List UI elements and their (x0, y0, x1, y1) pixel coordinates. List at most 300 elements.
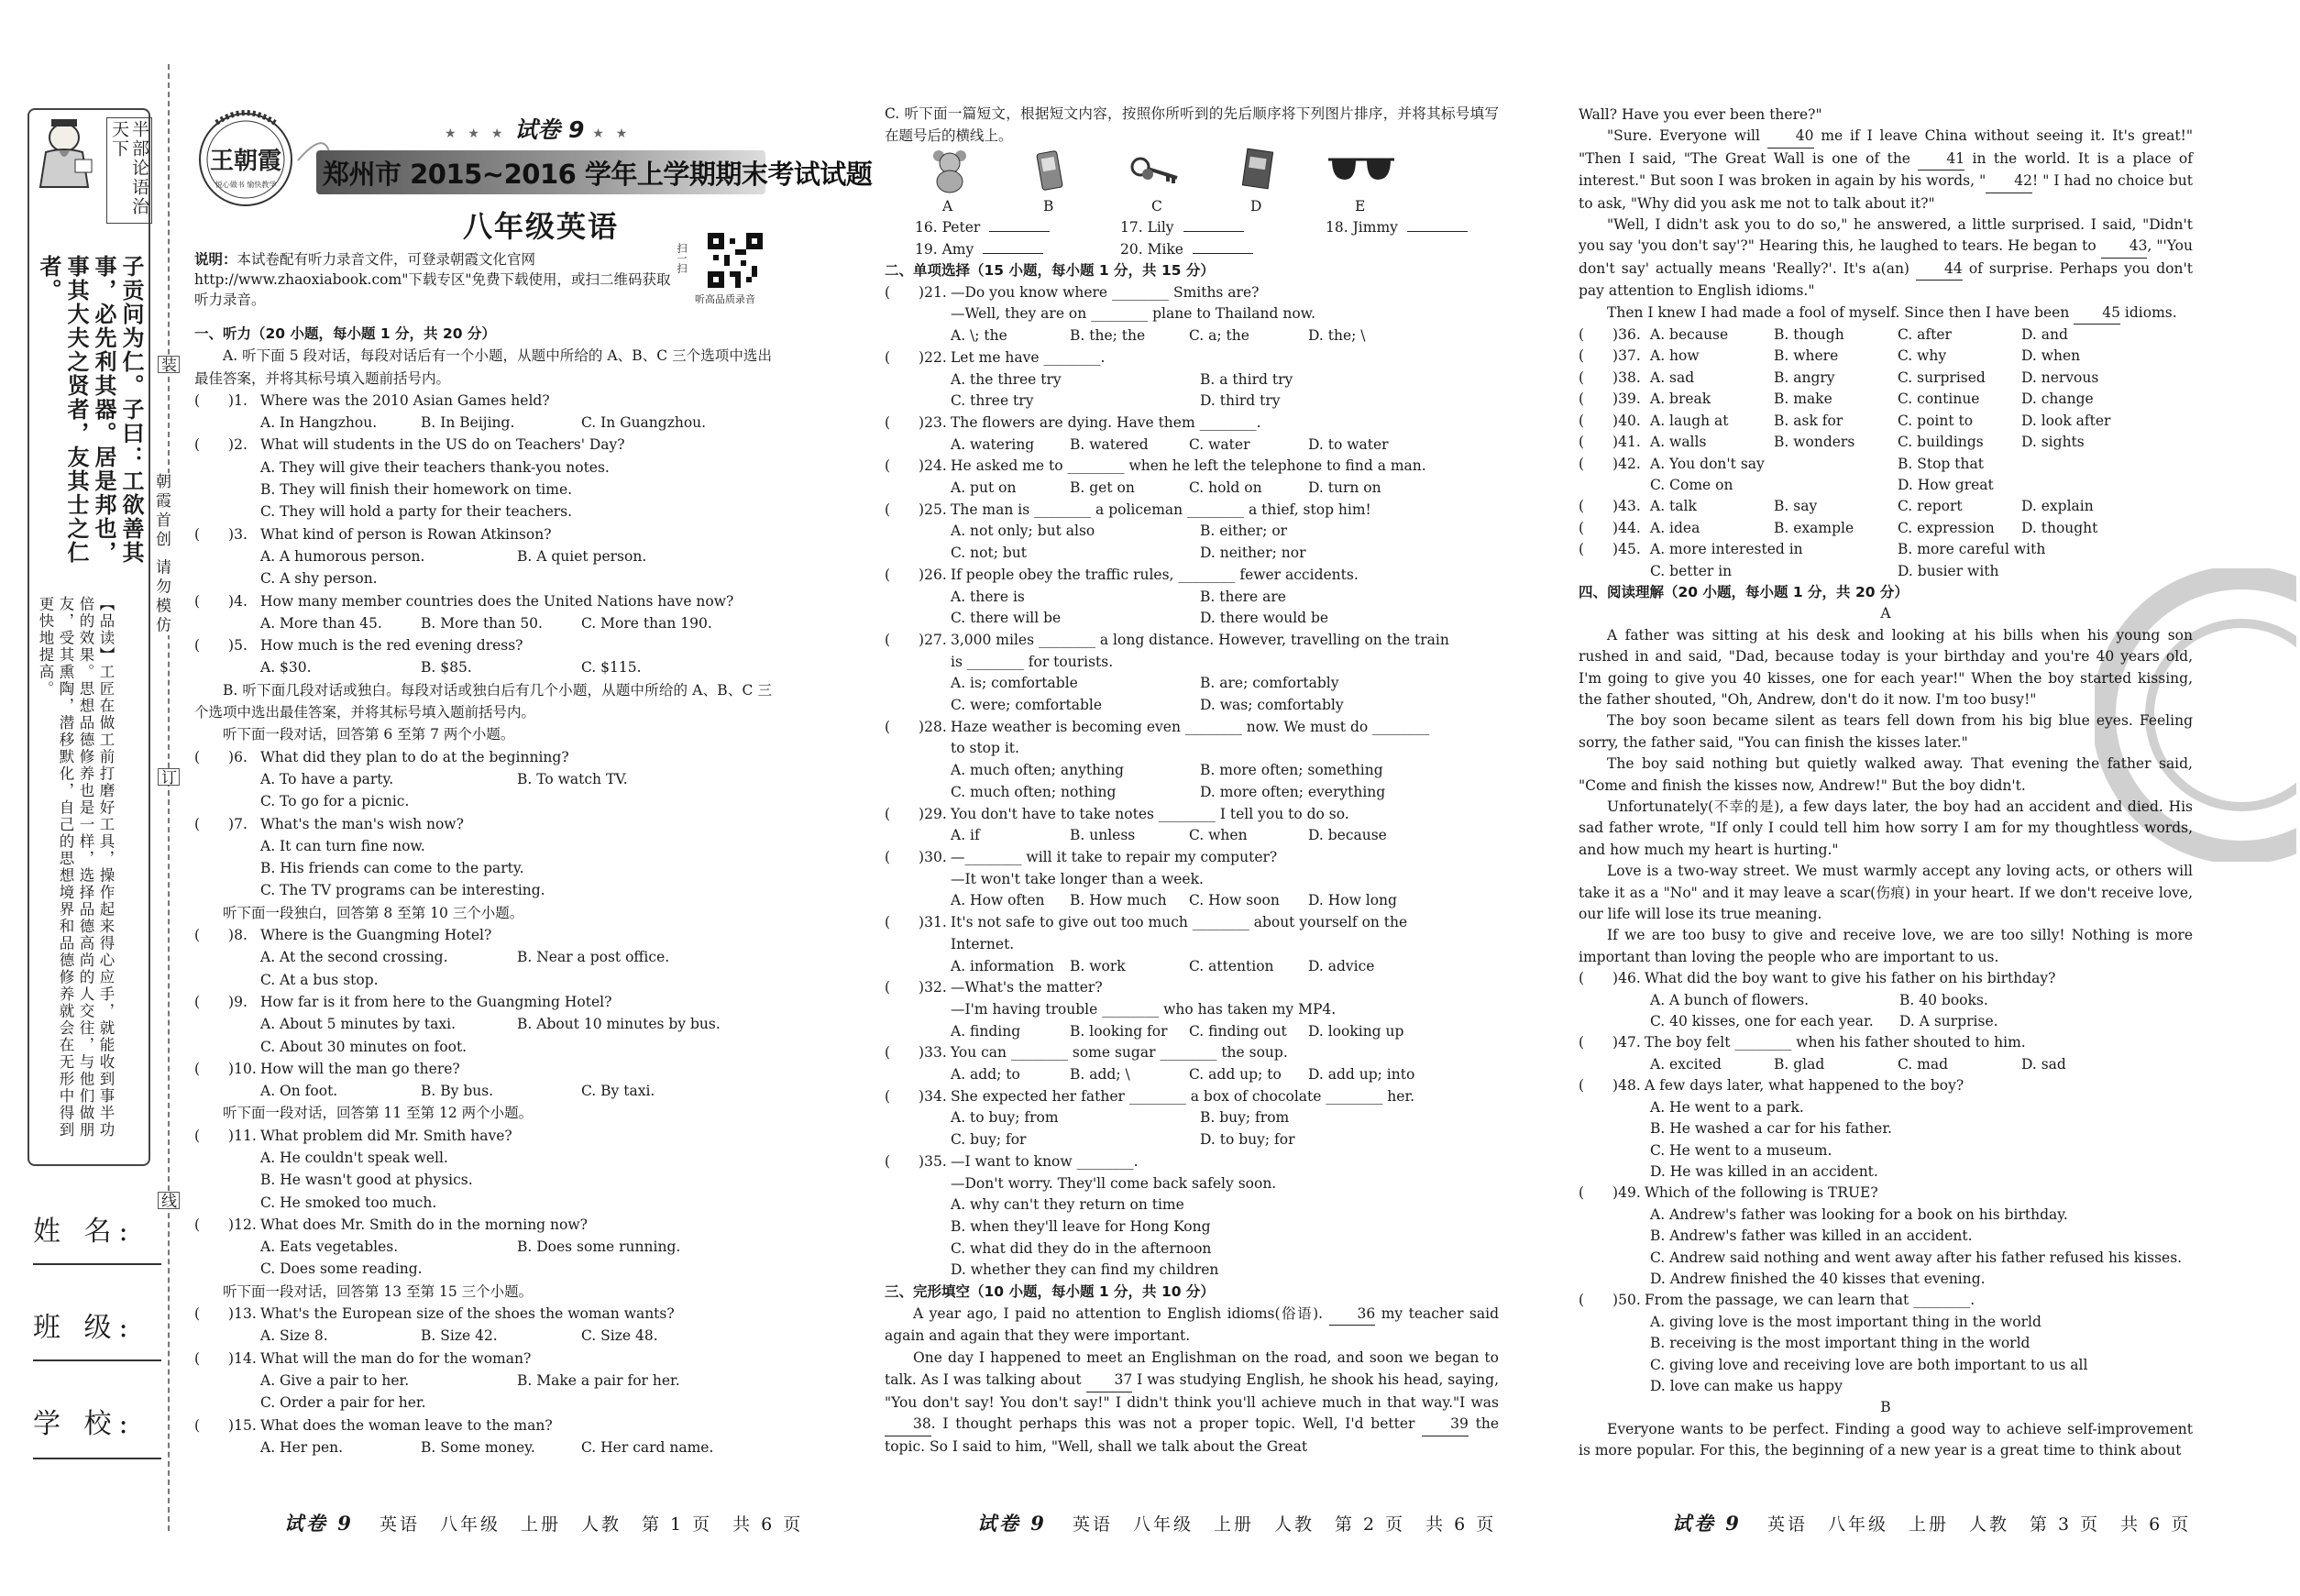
cloze-blank[interactable]: 45 (2074, 303, 2120, 325)
answer-bracket[interactable]: ( )37. (1579, 347, 1641, 365)
picture-label: E (1355, 198, 1366, 215)
answer-bracket[interactable]: ( )50. (1579, 1292, 1641, 1309)
option-choice: C. continue (1898, 391, 1980, 408)
option-choice: A. To have a party. (260, 770, 394, 787)
option-row (194, 768, 772, 790)
option-row (1579, 475, 2193, 496)
option-line: —Don't worry. They'll come back safely soon. (951, 1174, 1277, 1192)
pindu-commentary: 【品读】工匠在做工前打磨好工具，操作起来得心应手，就能收到事半功倍的效果。思想品德修养也是一样，选择品德高尚的人交往，与他们做朋友，受其熏陶，潜移默化，自己的思想境界和品德修养就会在无形中得到更快地提高。 (37, 596, 115, 1139)
option-choice: C. after (1898, 326, 1952, 344)
binding-mark-3: 线 (158, 1192, 180, 1209)
option-line: C. giving love and receiving love are both important to us all (1650, 1356, 2088, 1373)
option-choice: B. either; or (1200, 523, 1288, 540)
answer-bracket[interactable]: ( )27. (885, 631, 947, 648)
question-text: What's the European size of the shoes the woman wants? (260, 1305, 675, 1323)
option-line: D. Andrew finished the 40 kisses that evening. (1650, 1270, 1986, 1287)
option-choice: A. because (1650, 326, 1729, 344)
option-choice: B. a third try (1200, 370, 1293, 388)
binding-note: 朝霞首创 请勿模仿 (150, 473, 173, 635)
option-choice: A. Size 8. (260, 1327, 328, 1345)
brand-tagline: 悦心做书 愉快教学 (215, 181, 277, 189)
passage-paragraph: The boy said nothing but quietly walked away. That evening the father said, "Come and finish the kisses now, Andrew!" But the boy didn't. (1579, 755, 2193, 794)
option-choice: C. hold on (1189, 479, 1262, 497)
school-line[interactable] (33, 1458, 161, 1459)
footer-paper-2: 试卷 9 (977, 1512, 1047, 1535)
option-choice: A. $30. (260, 659, 312, 677)
option-row (1579, 432, 2193, 453)
option-row (885, 760, 1499, 782)
option-choice: C. were; comfortable (951, 697, 1103, 714)
option-choice: B. say (1774, 498, 1818, 515)
question-text: —What's the matter? (951, 979, 1103, 996)
option-choice: A. talk (1650, 498, 1697, 515)
option-choice: C. Come on (1650, 476, 1733, 493)
option-choice: B. more often; something (1200, 762, 1383, 779)
option-choice: D. third try (1200, 392, 1281, 410)
option-line: D. He was killed in an accident. (1650, 1162, 1878, 1180)
picture-label: B (1043, 198, 1054, 215)
option-choice: D. How great (1898, 476, 1994, 493)
question-item (194, 1303, 772, 1325)
answer-bracket[interactable]: ( )45. (1579, 541, 1641, 558)
match-blank[interactable] (1183, 231, 1244, 232)
option-choice: A. excited (1650, 1055, 1722, 1073)
option-row (1579, 325, 2193, 346)
option-line: —I'm having trouble ________ who has taken my MP4. (951, 1000, 1337, 1018)
answer-bracket[interactable]: ( )34. (885, 1087, 947, 1105)
answer-bracket[interactable]: ( )26. (885, 566, 947, 583)
question-text: From the passage, we can learn that ________. (1645, 1292, 1975, 1309)
option-choice: D. when (2021, 347, 2081, 365)
match-name: 20. Mike (1120, 241, 1183, 258)
option-line: C. They will hold a party for their teachers. (260, 503, 573, 521)
option-choice: B. though (1774, 326, 1844, 344)
question-item (885, 456, 1499, 478)
answer-bracket[interactable]: ( )14. (194, 1349, 257, 1367)
question-item (1579, 968, 2193, 989)
cloze-blank[interactable]: 44 (1916, 259, 1963, 281)
option-choice: A. Her pen. (260, 1438, 344, 1456)
question-item (885, 1042, 1499, 1064)
option-choice: C. $115. (581, 659, 642, 677)
question-text: What did the boy want to give his father on his birthday? (1645, 970, 2056, 987)
cloze-blank[interactable]: 39 (1422, 1414, 1469, 1436)
option-line: B. when they'll leave for Hong Kong (951, 1217, 1211, 1235)
answer-bracket[interactable]: ( )41. (1579, 434, 1641, 451)
passage-paragraph: A father was sitting at his desk and looking at his bills when his young son rushed in and said, "Dad, because today is your birthday and you're 40 years old, I'm going to give you 40 kisses, one for each year!" When the boy started kissing, the father shouted, "Oh, Andrew, don't do it now. I'm too busy!" (1579, 626, 2193, 708)
question-text: —________ will it take to repair my computer? (951, 848, 1278, 865)
answer-bracket[interactable]: ( )38. (1579, 369, 1641, 386)
option-choice: B. How much (1070, 892, 1167, 909)
qr-side-label: 扫一扫 (676, 243, 688, 273)
cloze-blank[interactable]: 37 (1086, 1370, 1133, 1392)
answer-bracket[interactable]: ( )9. (194, 993, 248, 1010)
paper-number: 试卷 9 (514, 116, 585, 143)
option-row (1579, 411, 2193, 432)
option-choice: C. three try (951, 392, 1034, 410)
passage-paragraph: Wall? Have you ever been there?" (1579, 106, 1822, 123)
section-heading: 三、完形填空（10 小题，每小题 1 分，共 10 分） (885, 1283, 1215, 1301)
answer-bracket[interactable]: ( )21. (885, 283, 947, 301)
cloze-blank[interactable]: 40 (1767, 126, 1814, 148)
question-item (885, 1151, 1499, 1173)
option-choice: D. because (1308, 827, 1387, 844)
answer-bracket[interactable]: ( )5. (194, 637, 248, 655)
passage-paragraph: Unfortunately(不幸的是), a few days later, the boy had an accident and died. His sad father wrote, "If only I could tell him how sorry I am for my thoughtless words, and how much my heart is hurting." (1579, 798, 2193, 858)
book-icon (1234, 147, 1282, 194)
keys-icon (1128, 147, 1183, 194)
answer-bracket[interactable]: ( )33. (885, 1044, 947, 1062)
option-row (194, 612, 772, 634)
question-text: What's the man's wish now? (260, 815, 464, 832)
option-choice: C. attention (1189, 957, 1274, 974)
option-choice: B. Some money. (421, 1438, 535, 1456)
option-row (885, 435, 1499, 457)
answer-bracket[interactable]: ( )1. (194, 391, 248, 409)
option-choice: B. In Beijing. (421, 414, 515, 432)
teddy-bear-icon (926, 147, 974, 194)
cloze-blank[interactable]: 36 (1329, 1304, 1376, 1326)
option-row (885, 673, 1499, 695)
cloze-blank[interactable]: 41 (1918, 149, 1964, 171)
school-label: 学 校: (33, 1408, 136, 1440)
option-line: A. He went to a park. (1650, 1098, 1804, 1116)
option-choice: B. unless (1070, 827, 1136, 844)
passage-paragraph: A year ago, I paid no attention to English idioms(俗语). 36 my teacher said again and again that they were important. (885, 1304, 1500, 1345)
answer-bracket[interactable]: ( )29. (885, 805, 947, 822)
option-line: C. He went to a museum. (1650, 1141, 1832, 1159)
answer-bracket[interactable]: ( )23. (885, 413, 947, 431)
option-choice: D. the; \ (1308, 327, 1366, 345)
picture-a (926, 147, 974, 198)
answer-bracket[interactable]: ( )3. (194, 525, 248, 543)
match-item (1120, 216, 1326, 238)
cloze-blank[interactable]: 42 (1986, 171, 2032, 193)
option-choice: A. watering (951, 435, 1035, 453)
option-choice: B. the; the (1070, 327, 1146, 345)
option-choice: B. work (1070, 957, 1126, 974)
option-choice: B. More than 50. (421, 614, 543, 632)
class-line[interactable] (33, 1359, 161, 1361)
question-text: Let me have ________. (951, 348, 1106, 366)
option-choice: D. looking up (1308, 1022, 1404, 1040)
option-choice: C. add up; to (1189, 1066, 1282, 1084)
option-choice: B. To watch TV. (517, 770, 628, 787)
option-row (194, 1236, 772, 1258)
option-choice: C. Her card name. (581, 1438, 714, 1456)
option-row (885, 1021, 1499, 1043)
option-choice: B. angry (1774, 369, 1835, 386)
binding-mark-1: 装 (158, 356, 180, 373)
match-blank[interactable] (1407, 231, 1468, 232)
answer-bracket[interactable]: ( )22. (885, 348, 947, 366)
option-choice: D. there would be (1200, 610, 1329, 627)
answer-bracket[interactable]: ( )4. (194, 592, 248, 610)
option-line: C. To go for a picnic. (260, 793, 410, 810)
answer-bracket[interactable]: ( )49. (1579, 1184, 1641, 1202)
match-item (915, 238, 1120, 260)
option-choice: B. example (1774, 519, 1854, 536)
answer-bracket[interactable]: ( )44. (1579, 519, 1641, 536)
question-text: The boy felt ________ when his father shouted to him. (1645, 1034, 2026, 1051)
option-choice: D. sights (2021, 434, 2085, 451)
footer-page-3 (1672, 1509, 2191, 1536)
option-line: B. He wasn't good at physics. (260, 1172, 473, 1189)
option-choice: B. add; \ (1070, 1066, 1130, 1084)
option-choice: B. Size 42. (421, 1327, 498, 1345)
match-name: 16. Peter (915, 219, 981, 236)
answer-bracket[interactable]: ( )8. (194, 927, 248, 944)
match-blank[interactable] (1193, 253, 1253, 254)
option-choice: D. busier with (1898, 562, 1999, 579)
option-row (885, 543, 1499, 565)
exam-title: 郑州市 2015~2016 学年上学期期末考试试题 (323, 159, 873, 190)
option-row (194, 1080, 772, 1102)
answer-bracket[interactable]: ( )40. (1579, 412, 1641, 429)
answer-bracket[interactable]: ( )12. (194, 1216, 257, 1233)
question-item (885, 804, 1499, 826)
option-row (1579, 539, 2193, 560)
option-choice: B. glad (1774, 1055, 1825, 1073)
sunglasses-icon (1325, 152, 1398, 189)
picture-b (1027, 147, 1074, 198)
footer-text-1: 英语 八年级 上册 人教 第 1 页 共 6 页 (379, 1514, 804, 1535)
answer-bracket[interactable]: ( )48. (1579, 1077, 1641, 1095)
option-choice: B. 40 books. (1899, 991, 1988, 1008)
question-text: Haze weather is becoming even ________ now. We must do ________ (951, 718, 1430, 735)
class-label: 班 级: (33, 1312, 136, 1344)
instruction-text: 听下面一段对话，回答第 13 至第 15 三个小题。 (223, 1282, 534, 1300)
cloze-blank[interactable]: 38 (885, 1414, 931, 1436)
question-item (885, 912, 1499, 934)
option-row (1579, 346, 2193, 367)
option-choice: A. walls (1650, 434, 1707, 451)
question-text: She expected her father ________ a box of chocolate ________ her. (951, 1087, 1415, 1105)
picture-d (1234, 147, 1282, 198)
option-line: C. what did they do in the afternoon (951, 1239, 1212, 1257)
question-text: —Do you know where ________ Smiths are? (951, 283, 1260, 301)
option-choice: A. there is (951, 588, 1025, 605)
match-name: 18. Jimmy (1326, 219, 1398, 236)
passage-paragraph: Then I knew I had made a fool of myself. Since then I have been 45 idioms. (1579, 303, 2193, 325)
question-item (885, 1086, 1499, 1108)
match-row (915, 238, 1502, 260)
option-choice: C. report (1898, 498, 1963, 515)
option-row (194, 1013, 772, 1035)
option-choice: B. A quiet person. (517, 547, 647, 565)
question-text: What will students in the US do on Teachers' Day? (260, 436, 625, 454)
answer-bracket[interactable]: ( )30. (885, 848, 947, 865)
answer-bracket[interactable]: ( )32. (885, 979, 947, 996)
picture-label: C (1151, 198, 1162, 215)
option-line: C. At a bus stop. (260, 971, 379, 988)
option-choice: D. was; comfortably (1200, 697, 1344, 714)
option-choice: D. explain (2021, 498, 2094, 515)
option-choice: A. idea (1650, 519, 1700, 536)
option-row (1579, 1054, 2193, 1075)
answer-bracket[interactable]: ( )47. (1579, 1034, 1641, 1051)
footer-text-3: 英语 八年级 上册 人教 第 3 页 共 6 页 (1766, 1514, 2192, 1535)
option-choice: B. Near a post office. (517, 949, 670, 966)
question-item (885, 630, 1499, 652)
passage-paragraph: A. 听下面 5 段对话，每段对话后有一个小题，从题中所给的 A、B、C 三个选项中选出最佳答案，并将其标号填入题前括号内。 (194, 347, 772, 387)
question-item (194, 634, 772, 656)
option-choice: A. About 5 minutes by taxi. (260, 1016, 457, 1033)
option-choice: C. a; the (1189, 327, 1249, 345)
qr-code[interactable] (708, 233, 763, 288)
option-choice: D. to buy; for (1200, 1131, 1295, 1149)
question-text: You don't have to take notes ________ I tell you to do so. (951, 805, 1349, 822)
answer-bracket[interactable]: ( )6. (194, 748, 248, 765)
answer-bracket[interactable]: ( )7. (194, 815, 248, 832)
note-label: 说明： (194, 251, 237, 268)
brand-name: 王朝霞 (209, 148, 282, 175)
answer-bracket[interactable]: ( )13. (194, 1305, 257, 1323)
option-choice: B. get on (1070, 479, 1135, 497)
passage-label: A (1880, 605, 1891, 622)
option-choice: B. ask for (1774, 412, 1843, 429)
name-line[interactable] (33, 1263, 161, 1265)
option-choice: D. nervous (2021, 369, 2099, 386)
option-choice: D. add up; into (1308, 1066, 1415, 1084)
answer-bracket[interactable]: ( )36. (1579, 326, 1641, 344)
answer-bracket[interactable]: ( )25. (885, 501, 947, 518)
option-choice: A. You don't say (1650, 455, 1765, 472)
option-choice: D. How long (1308, 892, 1397, 909)
match-blank[interactable] (983, 253, 1043, 254)
option-choice: A. In Hangzhou. (260, 414, 378, 432)
option-line: A. He couldn't speak well. (260, 1149, 448, 1166)
question-text: What does Mr. Smith do in the morning now? (260, 1216, 588, 1233)
match-name: 17. Lily (1120, 219, 1174, 236)
question-item (1579, 1183, 2193, 1204)
passage-paragraph: B. 听下面几段对话或独白。每段对话或独白后有几个小题，从题中所给的 A、B、C 三个选项中选出最佳答案，并将其标号填入题前括号内。 (194, 681, 772, 721)
option-choice: C. finding out (1189, 1022, 1287, 1040)
note-text: 本试卷配有听力录音文件，可登录朝霞文化官网 http://www.zhaoxiabook.com"下载专区"免费下载使用，或扫二维码获取听力录音。 (194, 251, 671, 308)
answer-bracket[interactable]: ( )39. (1579, 391, 1641, 408)
answer-bracket[interactable]: ( )2. (194, 436, 248, 454)
option-line: B. His friends can come to the party. (260, 860, 524, 877)
question-item (885, 977, 1499, 999)
paper-badge: ★ ★ ★ 试卷 9 ★ ★ (445, 116, 632, 143)
option-choice: B. are; comfortably (1200, 675, 1339, 692)
option-row (194, 1436, 772, 1458)
option-choice: B. make (1774, 391, 1832, 408)
option-line: A. why can't they return on time (951, 1196, 1184, 1214)
option-row (885, 325, 1499, 347)
answer-bracket[interactable]: ( )10. (194, 1060, 257, 1077)
answer-bracket[interactable]: ( )46. (1579, 970, 1641, 987)
question-text: It's not safe to give out too much ________ about yourself on the (951, 914, 1408, 931)
option-choice: A. A bunch of flowers. (1650, 991, 1810, 1008)
answer-bracket[interactable]: ( )24. (885, 457, 947, 475)
option-row (885, 478, 1499, 500)
passage-paragraph: The boy soon became silent as tears fell down from his big blue eyes. Feeling sorry, the father said, "You can finish the kisses later." (1579, 712, 2193, 751)
option-choice: A. A humorous person. (260, 547, 425, 565)
option-choice: A. sad (1650, 369, 1695, 386)
matching-answers (915, 216, 1502, 260)
option-choice: B. Make a pair for her. (517, 1371, 680, 1389)
phone-icon (1027, 147, 1074, 194)
option-choice: A. put on (951, 479, 1017, 497)
answer-bracket[interactable]: ( )31. (885, 914, 947, 931)
answer-bracket[interactable]: ( )43. (1579, 498, 1641, 515)
option-row (885, 391, 1499, 413)
question-item (885, 847, 1499, 869)
binding-strip (28, 108, 156, 1547)
option-choice: A. to buy; from (951, 1109, 1059, 1127)
option-line: A. giving love is the most important thing in the world (1650, 1313, 2041, 1330)
question-text: How far is it from here to the Guangming Hotel? (260, 993, 612, 1010)
question-text: What did they plan to do at the beginning? (260, 748, 569, 765)
answer-bracket[interactable]: ( )35. (885, 1152, 947, 1170)
option-row (885, 1107, 1499, 1129)
passage-paragraph: Love is a two-way street. We must warmly accept any loving acts, or others will take it as a "No" and it may leave a scar(伤痕) in your heart. If we don't receive love, our life will lose its true meaning. (1579, 863, 2193, 923)
option-row (194, 946, 772, 968)
passage-paragraph: One day I happened to meet an Englishman on the road, and soon we began to talk. As I was talking about 37 I was studying English, he shook his head, saying, "You don't say! You don't say!" I didn't think you'll achieve much in that way."I was 38. I thought perhaps this was not a proper topic. Well, I'd better 39 the topic. So I said to him, "Well, shall we talk about the Great (885, 1349, 1499, 1455)
picture-row (908, 147, 1421, 218)
answer-bracket[interactable]: ( )28. (885, 718, 947, 735)
option-choice: D. and (2021, 326, 2068, 344)
qr-caption: 听高品质录音 (695, 293, 755, 305)
option-line: Internet. (951, 935, 1015, 952)
answer-bracket[interactable]: ( )15. (194, 1416, 257, 1434)
question-text: What kind of person is Rowan Atkinson? (260, 525, 552, 543)
motto-title: 半部论语治天下 (106, 117, 152, 224)
answer-bracket[interactable]: ( )11. (194, 1127, 257, 1144)
question-item (885, 717, 1499, 739)
listening-c-intro: C. 听下面一篇短文，根据短文内容，按照你所听到的先后顺序将下列图片排序，并将其标号填写在题号后的横线上。 (885, 105, 1499, 144)
binding-mark-2: 订 (158, 768, 180, 786)
question-text: The flowers are dying. Have them ________. (951, 413, 1261, 431)
option-choice: A. At the second crossing. (260, 949, 448, 966)
option-choice: D. change (2021, 391, 2094, 408)
cloze-blank[interactable]: 43 (2101, 236, 2148, 258)
option-line: to stop it. (951, 740, 1019, 757)
passage-label: B (1880, 1399, 1891, 1416)
question-text: Where was the 2010 Asian Games held? (260, 391, 550, 409)
option-row (1579, 990, 2193, 1011)
option-row (885, 956, 1499, 978)
passage-paragraph: Everyone wants to be perfect. Finding a good way to achieve self-improvement is more popular. For this, the beginning of a new year is a great time to think about (1579, 1420, 2193, 1459)
option-line: B. Andrew's father was killed in an accident. (1650, 1227, 1973, 1245)
question-text: Which of the following is TRUE? (1645, 1184, 1878, 1202)
option-choice: B. buy; from (1200, 1109, 1290, 1127)
option-line: —Well, they are on ________ plane to Thailand now. (951, 305, 1316, 323)
question-text: What does the woman leave to the man? (260, 1416, 553, 1434)
footer-paper-1: 试卷 9 (284, 1512, 354, 1535)
question-item (885, 565, 1499, 587)
question-item (1579, 1075, 2193, 1096)
page-2-column (885, 260, 1499, 1458)
footer-text-2: 英语 八年级 上册 人教 第 2 页 共 6 页 (1072, 1514, 1497, 1535)
option-row (885, 782, 1499, 804)
answer-bracket[interactable]: ( )42. (1579, 455, 1641, 472)
question-item (194, 991, 772, 1013)
instruction-text: 听下面一段对话，回答第 11 至第 12 两个小题。 (223, 1105, 534, 1122)
option-line: A. Andrew's father was looking for a book on his birthday. (1650, 1205, 2068, 1223)
match-name: 19. Amy (915, 241, 974, 258)
option-choice: B. where (1774, 347, 1839, 365)
option-choice: B. more careful with (1898, 541, 2046, 558)
question-item (194, 1058, 772, 1080)
picture-label: D (1250, 198, 1262, 215)
match-blank[interactable] (989, 231, 1050, 232)
option-choice: D. neither; nor (1200, 545, 1306, 562)
option-choice: A. if (951, 827, 980, 844)
option-choice: D. turn on (1308, 479, 1381, 497)
option-choice: B. Stop that (1898, 455, 1984, 472)
